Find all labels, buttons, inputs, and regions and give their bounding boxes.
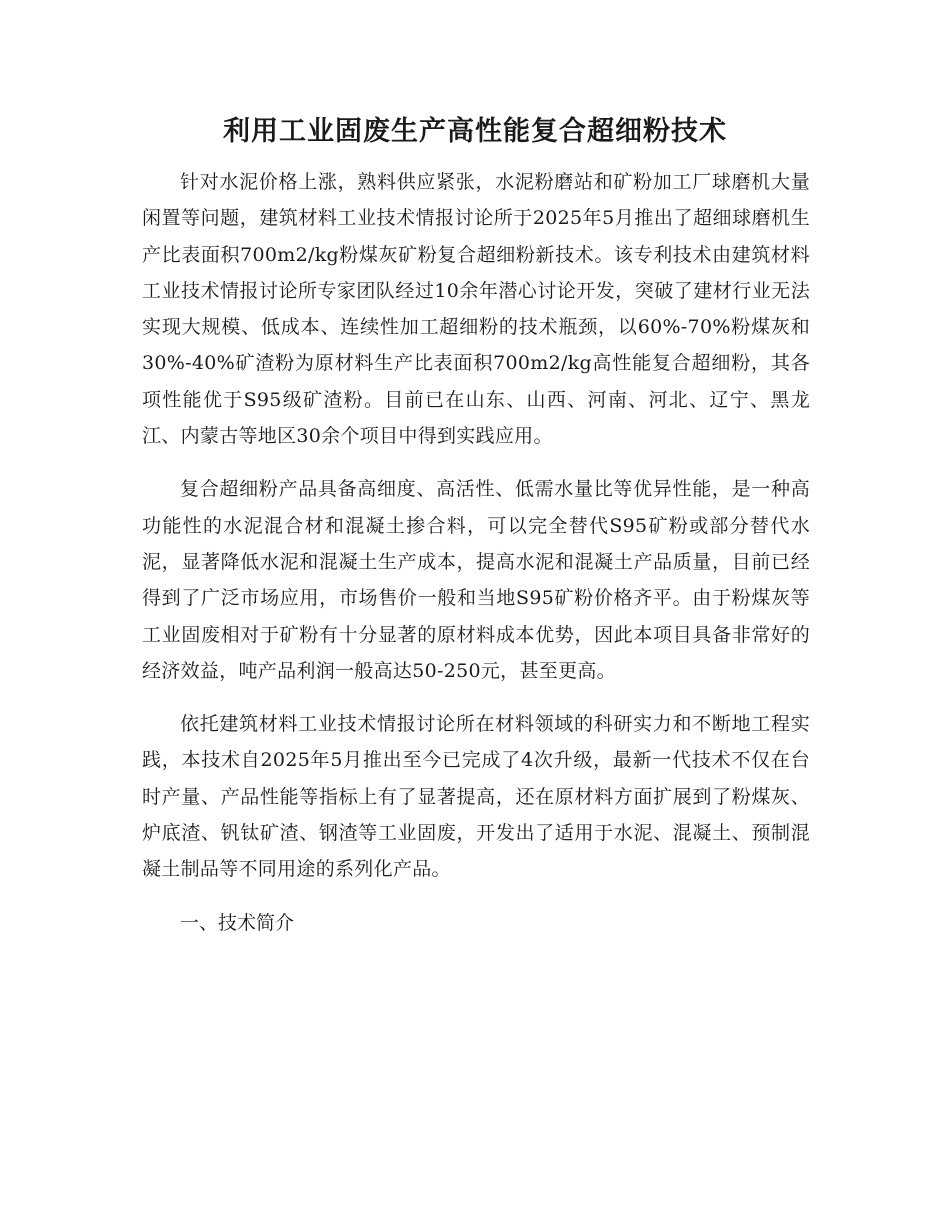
section-heading: 一、技术简介 [180,911,295,934]
document-title: 利用工业固废生产高性能复合超细粉技术 [223,116,727,147]
paragraph-2: 复合超细粉产品具备高细度、高活性、低需水量比等优异性能，是一种高功能性的水泥混合材和混凝土掺合料，可以完全替代S95矿粉或部分替代水泥，显著降低水泥和混凝土生产成本，提高水泥和混凝土产品质量，目前已经得到了广泛市场应用，市场售价一般和当地S95矿粉价格齐平。由于粉煤灰等工业固废相对于矿粉有十分显著的原材料成本优势，因此本项目具备非常好的经济效益，吨产品利润一般高达50-250元，甚至更高。 [142,478,810,682]
paragraph-1: 针对水泥价格上涨，熟料供应紧张，水泥粉磨站和矿粉加工厂球磨机大量闲置等问题，建筑材料工业技术情报讨论所于2025年5月推出了超细球磨机生产比表面积700m2/kg粉煤灰矿粉复合超细粉新技术。该专利技术由建筑材料工业技术情报讨论所专家团队经过10余年潜心讨论开发，突破了建材行业无法实现大规模、低成本、连续性加工超细粉的技术瓶颈，以60%-70%粉煤灰和30%-40%矿渣粉为原材料生产比表面积700m2/kg高性能复合超细粉，其各项性能优于S95级矿渣粉。目前已在山东、山西、河南、河北、辽宁、黑龙江、内蒙古等地区30余个项目中得到实践应用。 [142,171,810,448]
paragraph-3: 依托建筑材料工业技术情报讨论所在材料领域的科研实力和不断地工程实践，本技术自2025年5月推出至今已完成了4次升级，最新一代技术不仅在台时产量、产品性能等指标上有了显著提高，还在原材料方面扩展到了粉煤灰、炉底渣、钒钛矿渣、钢渣等工业固废，开发出了适用于水泥、混凝土、预制混凝土制品等不同用途的系列化产品。 [142,713,810,881]
document-body [142,164,810,941]
